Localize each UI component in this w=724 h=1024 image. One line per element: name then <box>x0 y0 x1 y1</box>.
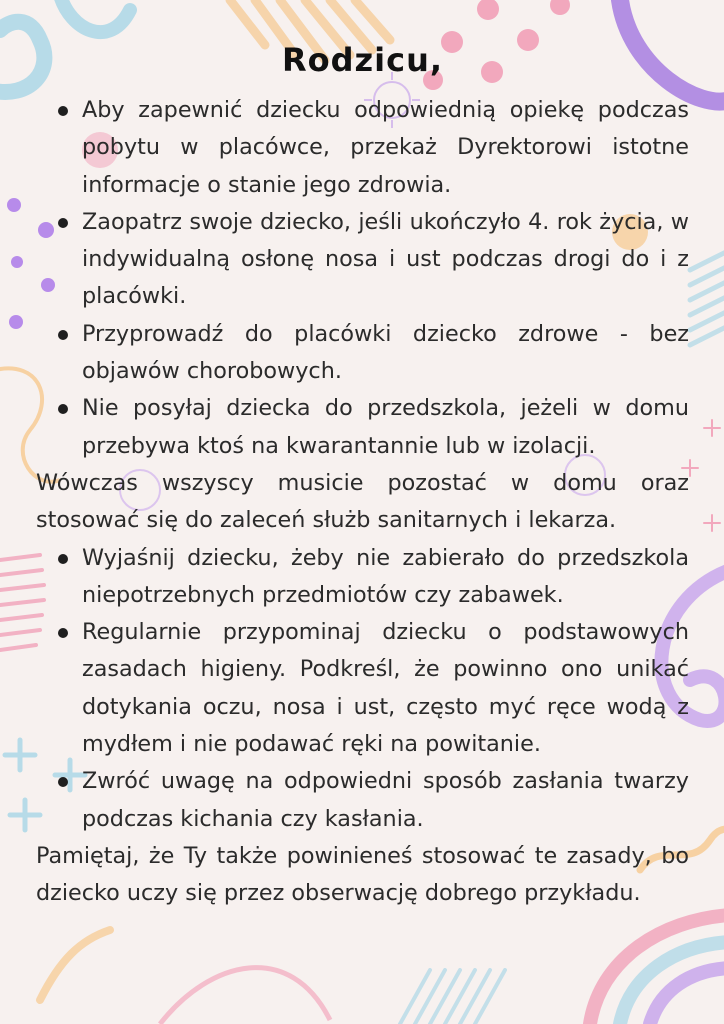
bullet-list-2 <box>36 540 689 838</box>
list-item: Wyjaśnij dziecku, żeby nie zabierało do przedszkola niepotrzebnych przedmiotów czy zabawek. <box>82 540 689 615</box>
peach-stroke-bottom-left <box>40 930 110 1000</box>
paragraph-quarantine: Wówczas wszyscy musicie pozostać w domu oraz stosować się do zaleceń służb sanitarnych i lekarza. <box>36 469 689 534</box>
list-item: Zwróć uwagę na odpowiedni sposób zasłania twarzy podczas kichania czy kasłania. <box>82 763 689 838</box>
rainbow-bottom-right <box>590 915 724 1024</box>
list-item: Zaopatrz swoje dziecko, jeśli ukończyło 4. rok życia, w indywidualną osłonę nosa i ust podczas drogi do i z placówki. <box>82 204 689 316</box>
list-item: Regularnie przypominaj dziecku o podstawowych zasadach higieny. Podkreśl, że powinno ono unikać dotykania oczu, nosa i ust, często myć ręce wodą z mydłem i nie podawać ręki na powitanie. <box>82 614 689 763</box>
list-item: Przyprowadź do placówki dziecko zdrowe - bez objawów chorobowych. <box>82 316 689 391</box>
bullet-list-1 <box>36 92 689 465</box>
list-item: Aby zapewnić dziecku odpowiednią opiekę podczas pobytu w placówce, przekaż Dyrektorowi istotne informacje o stanie jego zdrowia. <box>82 92 689 204</box>
paragraph-reminder: Pamiętaj, że Ty także powinieneś stosować te zasady, bo dziecko uczy się przez obserwację dobrego przykładu. <box>36 842 689 907</box>
page-title: Rodzicu, <box>281 41 444 79</box>
blue-stripes-bottom <box>400 970 505 1024</box>
blue-stripes-right <box>690 250 724 345</box>
blue-arc-top-left <box>60 0 130 32</box>
list-item: Nie posyłaj dziecka do przedszkola, jeżeli w domu przebywa ktoś na kwarantannie lub w izolacji. <box>82 390 689 465</box>
notice-content <box>36 38 689 913</box>
pink-arc-bottom <box>160 968 330 1024</box>
